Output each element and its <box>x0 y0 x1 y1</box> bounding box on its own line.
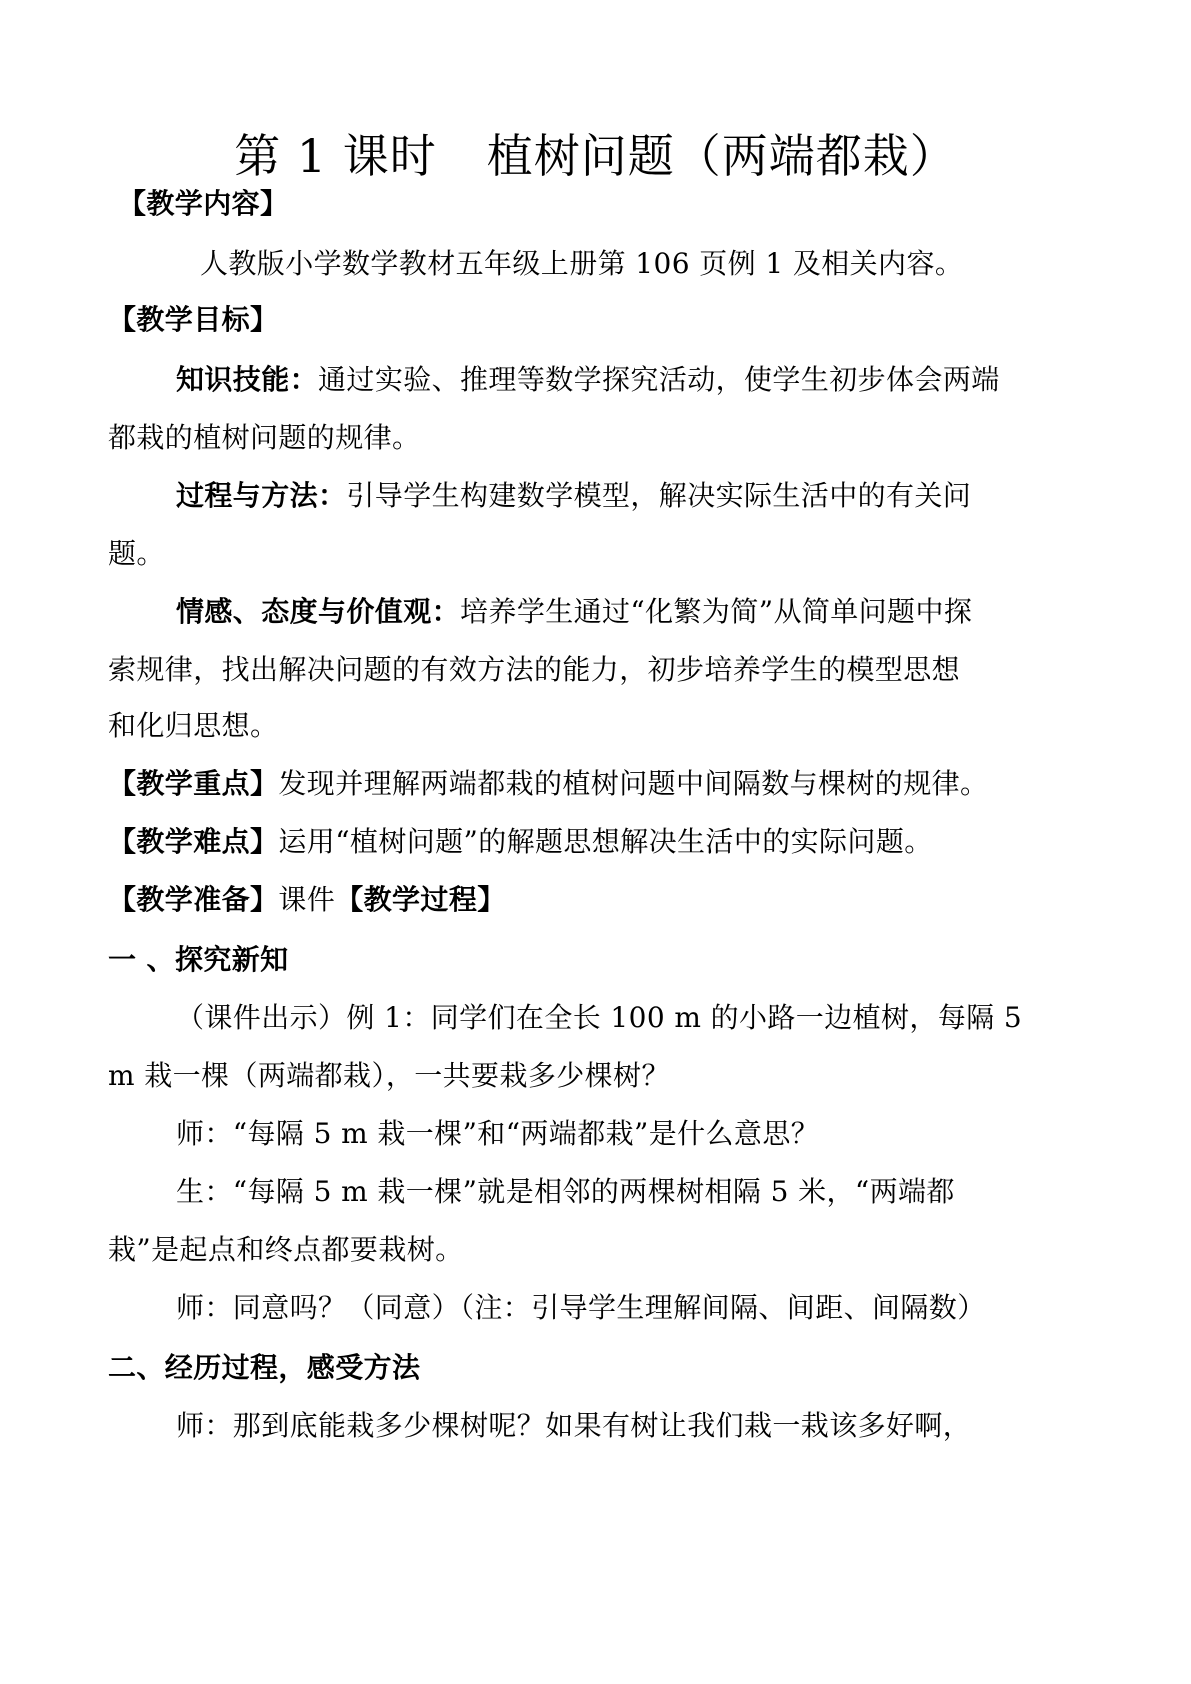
section-1-heading: 一 、探究新知 <box>108 943 289 976</box>
emotion-paragraph <box>176 592 972 632</box>
process-paragraph <box>176 476 971 516</box>
example-line-1: （课件出示）例 1：同学们在全长 100 m 的小路一边植树，每隔 5 <box>176 1001 1023 1034</box>
teacher-line: 师：那到底能栽多少棵树呢？如果有树让我们栽一栽该多好啊， <box>176 1409 972 1442</box>
section-2-heading: 二、经历过程，感受方法 <box>108 1351 421 1384</box>
difficulty-heading: 【教学难点】 <box>108 825 279 858</box>
process-line-1: 引导学生构建数学模型，解决实际生活中的有关问 <box>346 479 972 512</box>
knowledge-line-2: 都栽的植树问题的规律。 <box>108 421 421 454</box>
knowledge-line-1: 通过实验、推理等数学探究活动，使学生初步体会两端 <box>318 363 1000 396</box>
preparation-text: 课件 <box>278 883 336 916</box>
emotion-line-2: 索规律，找出解决问题的有效方法的能力，初步培养学生的模型思想 <box>108 653 961 686</box>
difficulty-paragraph <box>108 822 933 862</box>
content-heading: 【教学内容】 <box>118 187 289 220</box>
key-point-paragraph <box>108 764 988 804</box>
objectives-heading: 【教学目标】 <box>108 303 279 336</box>
emotion-line-1: 培养学生通过“化繁为简”从简单问题中探 <box>460 595 973 628</box>
key-point-heading: 【教学重点】 <box>108 767 279 800</box>
emotion-label: 情感、态度与价值观： <box>176 595 461 628</box>
emotion-line-3: 和化归思想。 <box>108 709 279 742</box>
page-title <box>0 128 1191 184</box>
process-heading: 【教学过程】 <box>335 883 506 916</box>
teacher-question: 师：“每隔 5 m 栽一棵”和“两端都栽”是什么意思？ <box>176 1117 820 1150</box>
knowledge-paragraph <box>176 360 1000 400</box>
student-answer-line-1: 生：“每隔 5 m 栽一棵”就是相邻的两棵树相隔 5 米，“两端都 <box>176 1175 955 1208</box>
example-line-2: m 栽一棵（两端都栽），一共要栽多少棵树？ <box>108 1059 670 1092</box>
teacher-agree: 师：同意吗？（同意）（注：引导学生理解间隔、间距、间隔数） <box>176 1291 986 1324</box>
content-text: 人教版小学数学教材五年级上册第 106 页例 1 及相关内容。 <box>200 247 964 280</box>
preparation-heading: 【教学准备】 <box>108 883 279 916</box>
key-point-text: 发现并理解两端都栽的植树问题中间隔数与棵树的规律。 <box>278 767 989 800</box>
lesson-number: 第 1 课时 <box>234 129 437 183</box>
student-answer-line-2: 栽”是起点和终点都要栽树。 <box>108 1233 464 1266</box>
difficulty-text: 运用“植树问题”的解题思想解决生活中的实际问题。 <box>278 825 933 858</box>
process-line-2: 题。 <box>108 537 165 570</box>
process-label: 过程与方法： <box>176 479 347 512</box>
knowledge-label: 知识技能： <box>176 363 319 396</box>
lesson-topic: 植树问题（两端都栽） <box>486 129 957 183</box>
preparation-paragraph <box>108 880 506 920</box>
